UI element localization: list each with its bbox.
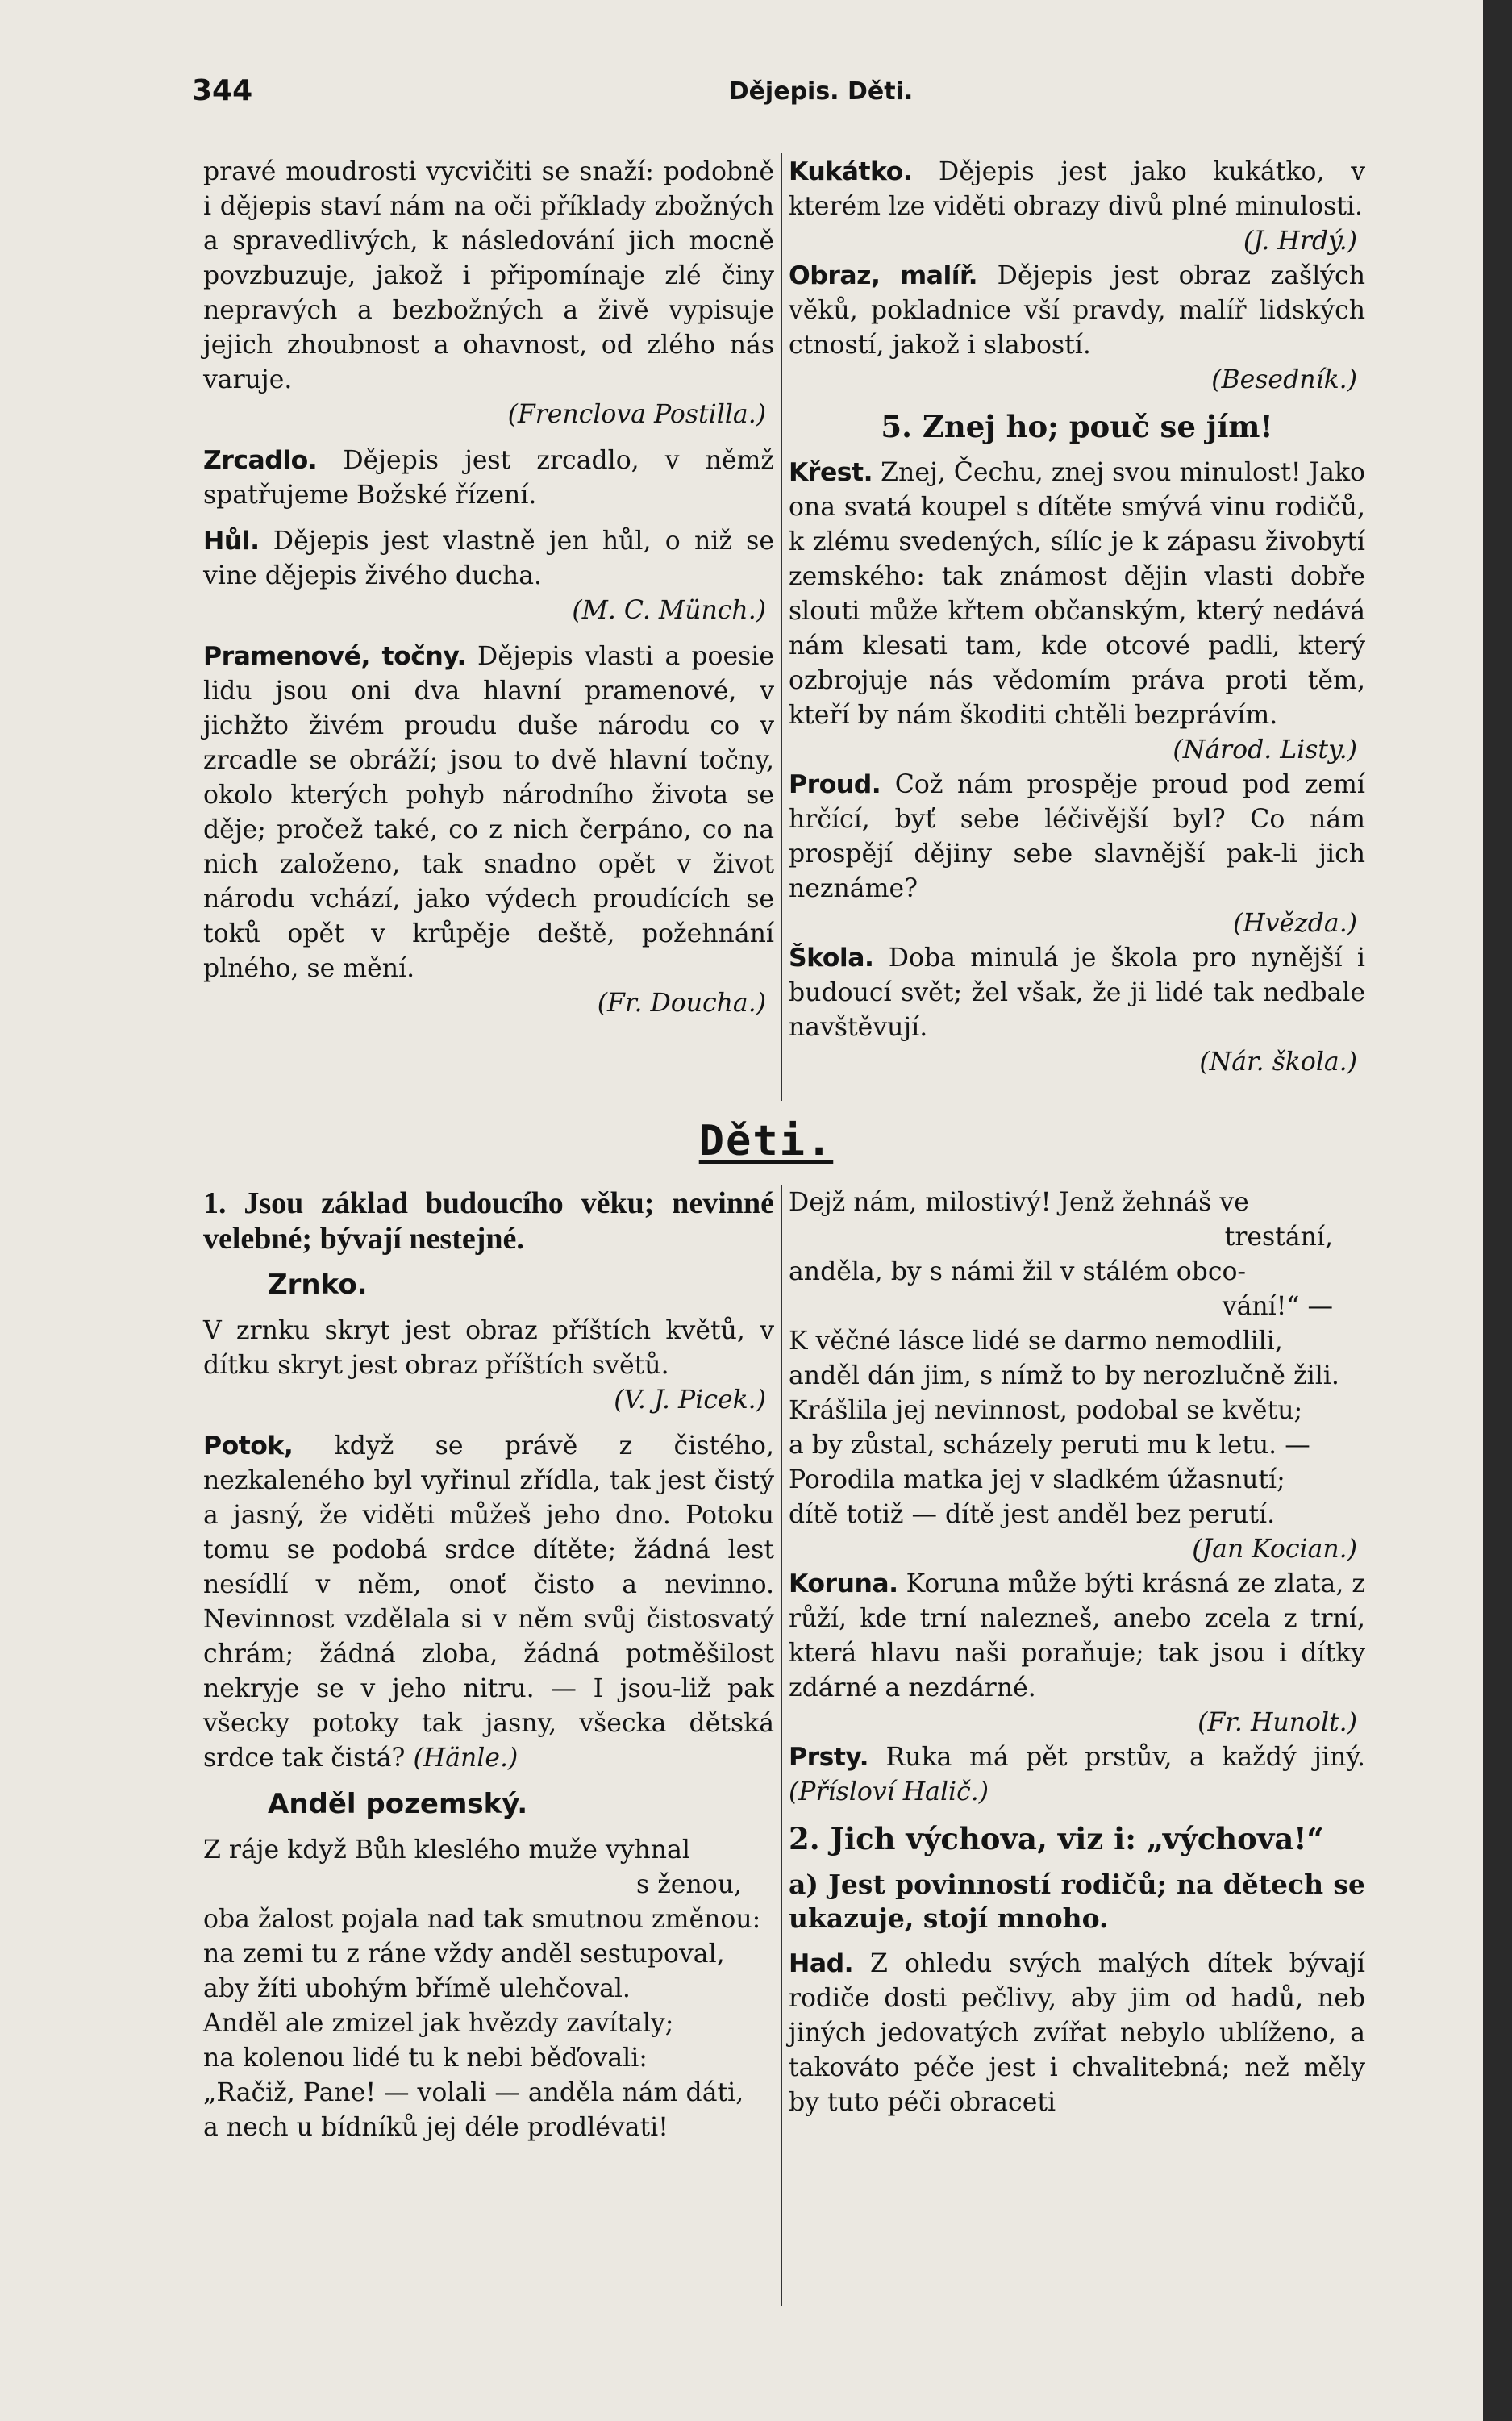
entry-text: Z ohledu svých malých dítek bývají rodiče dosti pečlivy, aby jim od hadů, neb jiných jedovatých zvířat nebylo ublíženo, a takováto péče jest i chvalitebná; než měly by tuto péči obraceti: [789, 1949, 1365, 2117]
verse-line: anděl dán jim, s nímž to by nerozlučně žili.: [789, 1361, 1339, 1390]
source-citation: (Frenclova Postilla.): [507, 400, 766, 429]
verse-line: Porodila matka jej v sladkém úžasnutí;: [789, 1465, 1285, 1494]
entry-term: Potok,: [203, 1431, 294, 1461]
paragraph: V zrnku skryt jest obraz příštích květů, v dítku skryt jest obraz příštích světů.: [203, 1316, 774, 1380]
section-title: Děti.: [698, 1117, 834, 1165]
entry-text: Koruna může býti krásná ze zlata, z růží, kde trní nalezneš, anebo zcela z trní, která hlavu naši poraňuje; tak jsou i dítky zdárné a nezdárné.: [789, 1569, 1365, 1702]
verse-line: s ženou,: [636, 1870, 742, 1899]
verse-line: trestání,: [1224, 1223, 1333, 1252]
entry-pramenove: [203, 640, 774, 986]
verse-line: Dejž nám, milostivý! Jenž žehnáš ve: [789, 1188, 1249, 1217]
verse-line: „Račiž, Pane! — volali — anděla nám dáti,: [203, 2078, 744, 2107]
left-column-bottom: [203, 1185, 774, 2145]
page-number: 344: [192, 74, 253, 107]
entry-text: Ruka má pět prstův, a každý jiný.: [868, 1743, 1365, 1772]
verse-line: aby žíti ubohým břímě ulehčoval.: [203, 1974, 631, 2003]
verse-line: vání!“ —: [1222, 1292, 1333, 1321]
entry-text: Dějepis jest obraz zašlých věků, pokladnice vší pravdy, malíř lidských ctností, jakož i slabostí.: [789, 261, 1365, 360]
right-column-bottom: [789, 1185, 1365, 2120]
subheading: Anděl pozemský.: [268, 1788, 528, 1820]
verse-line: dítě totiž — dítě jest anděl bez perutí.: [789, 1500, 1276, 1529]
left-column-top: [203, 155, 774, 1021]
source-citation: (M. C. Münch.): [572, 596, 766, 625]
running-title: Dějepis. Děti.: [728, 77, 914, 106]
entry-term: Kukátko.: [789, 157, 913, 186]
source-citation: (Fr. Hunolt.): [1198, 1708, 1357, 1737]
column-divider: [781, 1185, 782, 2306]
paragraph: pravé moudrosti vycvičiti se snaží: podobně i dějepis staví nám na oči příklady zbožných a spravedlivých, k následování jich mocně povzbuzuje, jakož i připomínaje zlé činy nepravých a bezbožných a živě vypisuje jejich zhoubnost a ohavnost, od zlého nás varuje.: [203, 157, 774, 394]
source-citation: (Přísloví Halič.): [789, 1777, 989, 1806]
entry-term: Obraz, malíř.: [789, 261, 978, 290]
entry-text: Dějepis jest zrcadlo, v němž spatřujeme Božské řízení.: [203, 446, 774, 510]
source-citation: (Besedník.): [1211, 365, 1357, 394]
entry-koruna: [789, 1567, 1365, 1706]
entry-term: Zrcadlo.: [203, 446, 318, 475]
entry-term: Prsty.: [789, 1743, 869, 1772]
right-column-top: [789, 155, 1365, 1080]
entry-text: Doba minulá je škola pro nynější i budoucí svět; žel však, že ji lidé tak nedbale navštěvují.: [789, 944, 1365, 1042]
verse-line: anděla, by s námi žil v stálém obco-: [789, 1257, 1247, 1286]
entry-hul: [203, 524, 774, 594]
entry-term: Škola.: [789, 944, 874, 973]
entry-potok: [203, 1429, 774, 1776]
page-header: [192, 74, 1450, 115]
entry-obraz: [789, 259, 1365, 363]
verse-line: K věčné lásce lidé se darmo nemodlili,: [789, 1327, 1283, 1356]
entry-text: Znej, Čechu, znej svou minulost! Jako ona svatá koupel s dítěte smývá vinu rodičů, k zlému svedených, sílíc je k zápasu živobytí zemského: tak známost dějin vlasti dobře slouti může křtem občanským, který nedává nám klesati tam, kde otcové padli, který ozbrojuje nás vědomím práva proti těm, kteří by nám škoditi chtěli bezprávím.: [789, 458, 1365, 730]
verse-line: Anděl ale zmizel jak hvězdy zavítaly;: [203, 2009, 674, 2038]
entry-term: Křest.: [789, 458, 873, 487]
verse-line: na kolenou lidé tu k nebi běďovali:: [203, 2044, 648, 2073]
source-citation: (Národ. Listy.): [1173, 735, 1357, 765]
entry-text: když se právě z čistého, nezkaleného byl vyřinul zřídla, tak jest čistý a jasný, že viděti můžeš jeho dno. Potoku tomu se podobá srdce dítěte; žádná lest nesídlí v něm, onoť čisto a nevinno. Nevinnost vzdělala si v něm svůj čistosvatý chrám; žádná zloba, žádná potměšilost nekryje se v jeho nitru. — I jsou-liž pak všecky potoky tak jasny, všecka dětská srdce tak čistá?: [203, 1431, 774, 1773]
entry-term: Hůl.: [203, 527, 260, 556]
entry-text: Což nám prospěje proud pod zemí hrčící, byť sebe léčivější byl? Co nám prospějí dějiny sebe slavnější pak-li jich neznáme?: [789, 770, 1365, 903]
entry-prsty: [789, 1740, 1365, 1810]
entry-text: Dějepis vlasti a poesie lidu jsou oni dva hlavní pramenové, v jichžto živém proudu duše národu co v zrcadle se obráží; jsou to dvě hlavní točny, okolo kterých pohyb národního života se děje; pročež také, co z nich čerpáno, co na nich založeno, tak snadno opět v život národu vchází, jako výdech proudících se toků opět v krůpěje deště, požehnání plného, se mění.: [203, 642, 774, 983]
source-citation: (Hvězda.): [1232, 909, 1357, 938]
verse-line: Krášlila jej nevinnost, podobal se květu;: [789, 1396, 1303, 1425]
source-citation: (Nár. škola.): [1199, 1048, 1357, 1077]
entry-kukatko: [789, 155, 1365, 224]
page-edge-shadow: [1483, 0, 1512, 2421]
chapter-heading: 2. Jich výchova, viz i: „výchova!“: [789, 1821, 1324, 1856]
entry-zrcadlo: [203, 444, 774, 513]
entry-had: [789, 1947, 1365, 2120]
entry-term: Koruna.: [789, 1569, 898, 1598]
entry-term: Pramenové, točny.: [203, 642, 466, 671]
verse-line: na zemi tu z ráne vždy anděl sestupoval,: [203, 1940, 725, 1969]
source-citation: (J. Hrdý.): [1243, 227, 1357, 256]
source-citation: (V. J. Picek.): [614, 1386, 766, 1415]
section-heading: 5. Znej ho; pouč se jím!: [881, 409, 1273, 444]
entry-krest: [789, 456, 1365, 733]
source-citation: (Fr. Doucha.): [597, 989, 766, 1018]
column-divider: [781, 153, 782, 1101]
subheading: Zrnko.: [268, 1269, 368, 1301]
source-citation: (Hänle.): [413, 1744, 519, 1773]
verse-line: a by zůstal, scházely peruti mu k letu. —: [789, 1431, 1310, 1460]
entry-term: Had.: [789, 1949, 854, 1978]
chapter-heading: 1. Jsou základ budoucího věku; nevinné velebné; bývají nestejné.: [203, 1186, 774, 1256]
verse-line: Z ráje když Bůh klesléhо muže vyhnal: [203, 1836, 690, 1865]
entry-proud: [789, 768, 1365, 906]
entry-term: Proud.: [789, 770, 881, 799]
verse-line: oba žalost pojala nad tak smutnou změnou:: [203, 1905, 761, 1934]
source-citation: (Jan Kocian.): [1192, 1535, 1357, 1564]
subsection-heading: a) Jest povinností rodičů; na dětech se ukazuje, stojí mnoho.: [789, 1869, 1365, 1934]
verse-line: a nech u bídníků jej déle prodlévati!: [203, 2113, 669, 2142]
entry-text: Dějepis jest jako kukátko, v kterém lze viděti obrazy divů plné minulosti.: [789, 157, 1365, 221]
entry-text: Dějepis jest vlastně jen hůl, o niž se vine dějepis živého ducha.: [203, 527, 774, 590]
entry-skola: [789, 941, 1365, 1045]
